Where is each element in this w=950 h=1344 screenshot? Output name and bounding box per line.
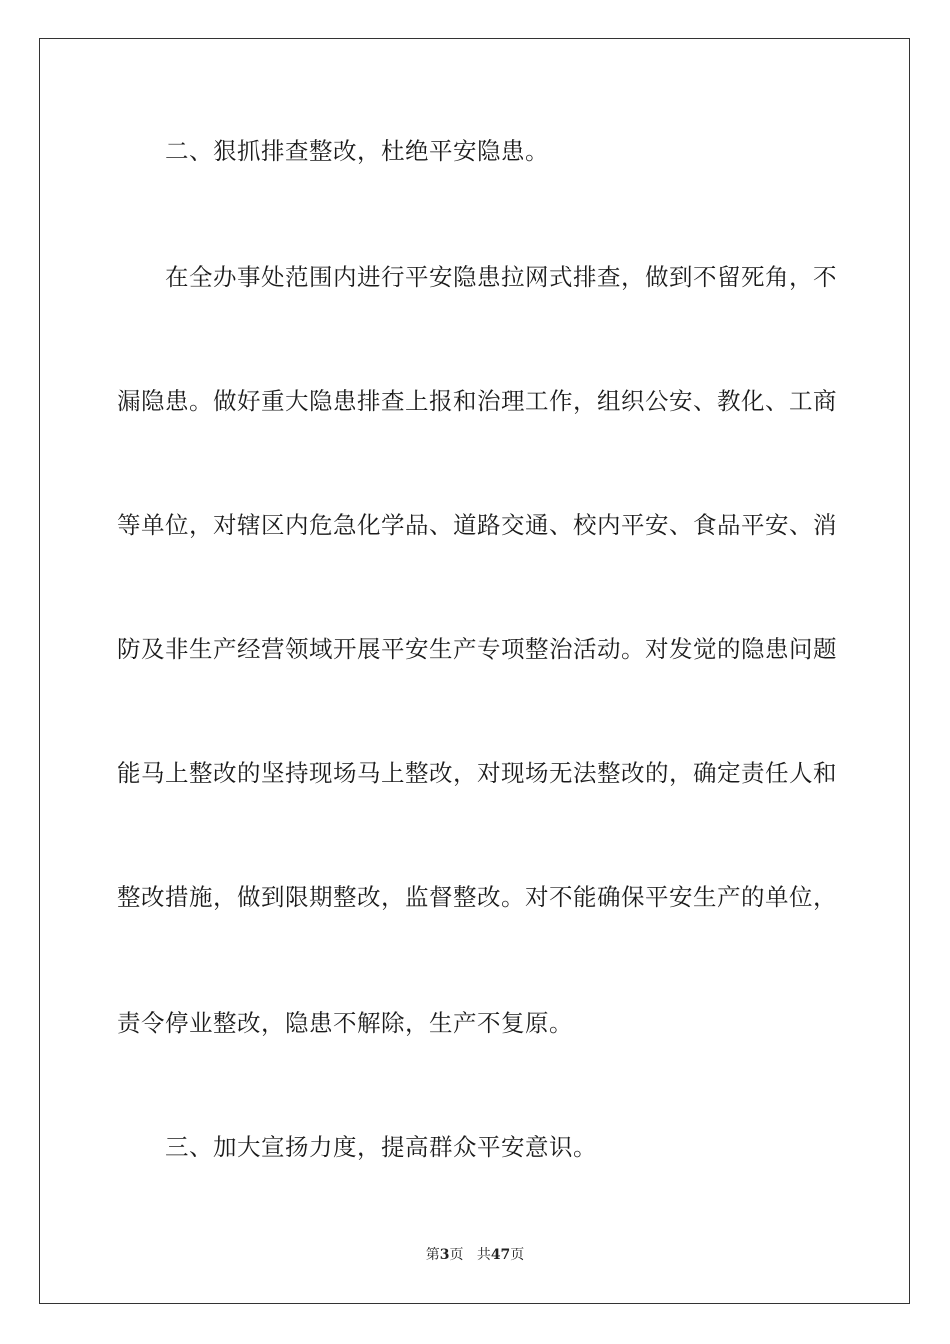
page-footer bbox=[0, 1245, 950, 1265]
section-heading-3: 三、加大宣扬力度，提高群众平安意识。 bbox=[165, 1133, 597, 1161]
paragraph-line: 等单位，对辖区内危急化学品、道路交通、校内平安、食品平安、消 bbox=[117, 511, 837, 539]
paragraph-line: 防及非生产经营领域开展平安生产专项整治活动。对发觉的隐患问题 bbox=[117, 635, 837, 663]
footer-total-suffix: 页 bbox=[510, 1247, 525, 1263]
page-border bbox=[39, 38, 910, 1304]
current-page-number: 3 bbox=[439, 1247, 450, 1263]
paragraph-line: 漏隐患。做好重大隐患排查上报和治理工作，组织公安、教化、工商 bbox=[117, 387, 837, 415]
footer-total-prefix: 共 bbox=[476, 1247, 491, 1263]
paragraph-line: 在全办事处范围内进行平安隐患拉网式排查，做到不留死角，不 bbox=[165, 263, 837, 291]
footer-page-word: 页 bbox=[449, 1247, 464, 1263]
section-heading-2: 二、狠抓排查整改，杜绝平安隐患。 bbox=[165, 137, 549, 165]
footer-prefix: 第 bbox=[425, 1247, 440, 1263]
total-pages-number: 47 bbox=[490, 1247, 511, 1263]
paragraph-line: 整改措施，做到限期整改，监督整改。对不能确保平安生产的单位， bbox=[117, 883, 837, 911]
paragraph-line: 能马上整改的坚持现场马上整改，对现场无法整改的，确定责任人和 bbox=[117, 759, 837, 787]
paragraph-line: 责令停业整改，隐患不解除，生产不复原。 bbox=[117, 1009, 573, 1037]
